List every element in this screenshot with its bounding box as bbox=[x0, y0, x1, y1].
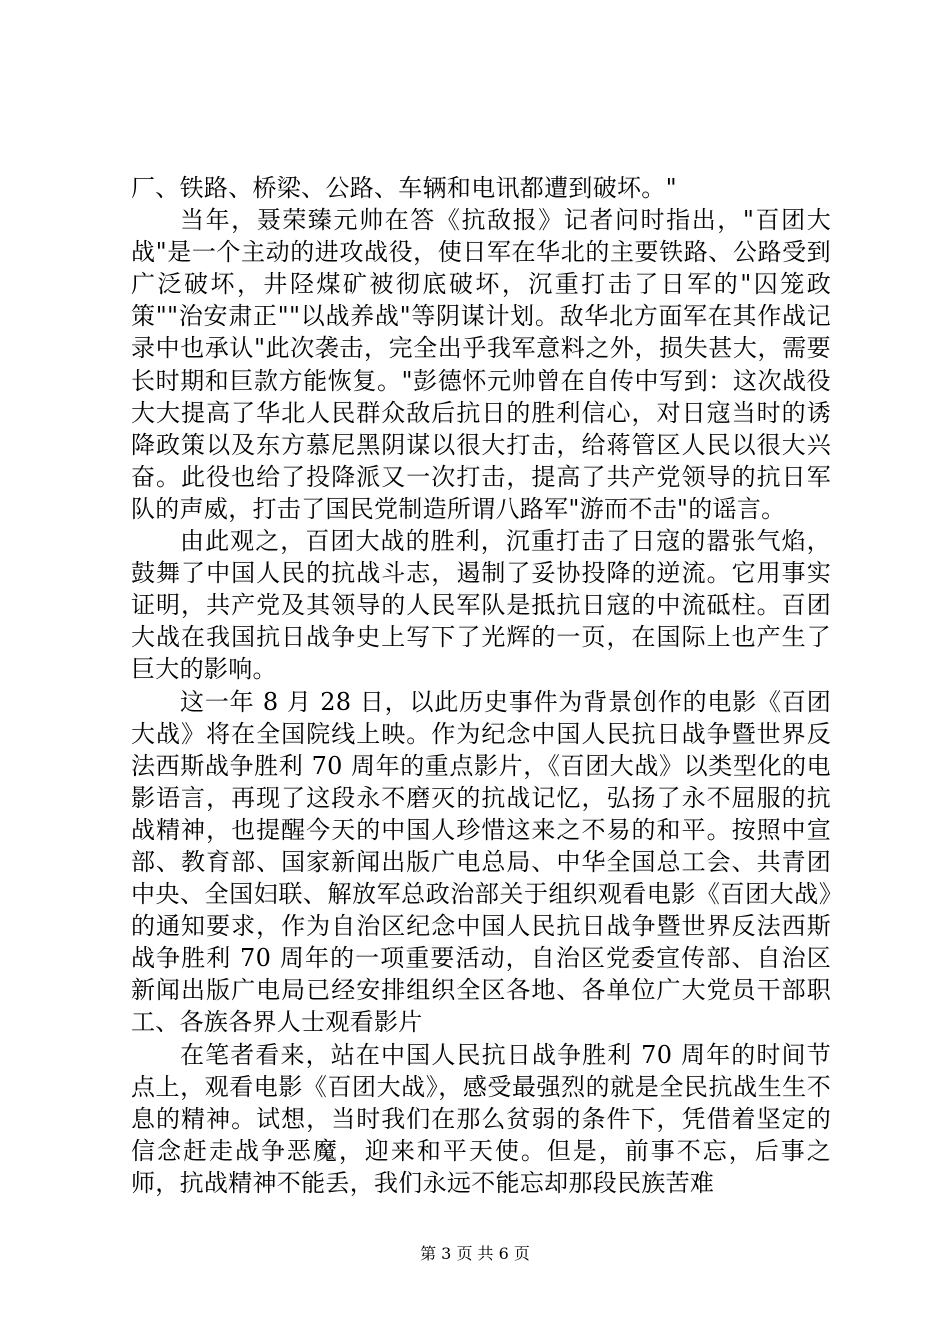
paragraph: 在笔者看来，站在中国人民抗日战争胜利 70 周年的时间节点上，观看电影《百团大战》，感受最强烈的就是全民抗战生生不息的精神。试想，当时我们在那么贫弱的条件下，凭借着坚定的信念赶走战争恶魔，迎来和平天使。但是，前事不忘，后事之师，抗战精神不能丢，我们永远不能忘却那段民族苦难 bbox=[131, 1040, 831, 1197]
paragraph: 这一年 8 月 28 日，以此历史事件为背景创作的电影《百团大战》将在全国院线上映。作为纪念中国人民抗日战争暨世界反法西斯战争胜利 70 周年的重点影片，《百团大战》以类型化的电影语言，再现了这段永不磨灭的抗战记忆，弘扬了永不屈服的抗战精神，也提醒今天的中国人珍惜这来之不易的和平。按照中宣部、教育部、国家新闻出版广电总局、中华全国总工会、共青团中央、全国妇联、解放军总政治部关于组织观看电影《百团大战》的通知要求，作为自治区纪念中国人民抗日战争暨世界反法西斯战争胜利 70 周年的一项重要活动，自治区党委宣传部、自治区新闻出版广电局已经安排组织全区各地、各单位广大党员干部职工、各族各界人士观看影片 bbox=[131, 687, 831, 1037]
paragraph: 由此观之，百团大战的胜利，沉重打击了日寇的嚣张气焰，鼓舞了中国人民的抗战斗志，遏制了妥协投降的逆流。它用事实证明，共产党及其领导的人民军队是抵抗日寇的中流砥柱。百团大战在我国抗日战争史上写下了光辉的一页，在国际上也产生了巨大的影响。 bbox=[131, 527, 831, 684]
document-body bbox=[131, 172, 831, 1199]
paragraph: 当年，聂荣臻元帅在答《抗敌报》记者问时指出，"百团大战"是一个主动的进攻战役，使日军在华北的主要铁路、公路受到广泛破坏，井陉煤矿被彻底破坏，沉重打击了日军的"囚笼政策""治安肃正""以战养战"等阴谋计划。敌华北方面军在其作战记录中也承认"此次袭击，完全出乎我军意料之外，损失甚大，需要长时期和巨款方能恢复。"彭德怀元帅曾在自传中写到：这次战役大大提高了华北人民群众敌后抗日的胜利信心，对日寇当时的诱降政策以及东方慕尼黑阴谋以很大打击，给蒋管区人民以很大兴奋。此役也给了投降派又一次打击，提高了共产党领导的抗日军队的声威，打击了国民党制造所谓八路军"游而不击"的谣言。 bbox=[131, 206, 831, 523]
page-number-footer: 第 3 页 共 6 页 bbox=[420, 1244, 530, 1263]
paragraph-continuation: 厂、铁路、桥梁、公路、车辆和电讯都遭到破坏。" bbox=[131, 174, 677, 202]
